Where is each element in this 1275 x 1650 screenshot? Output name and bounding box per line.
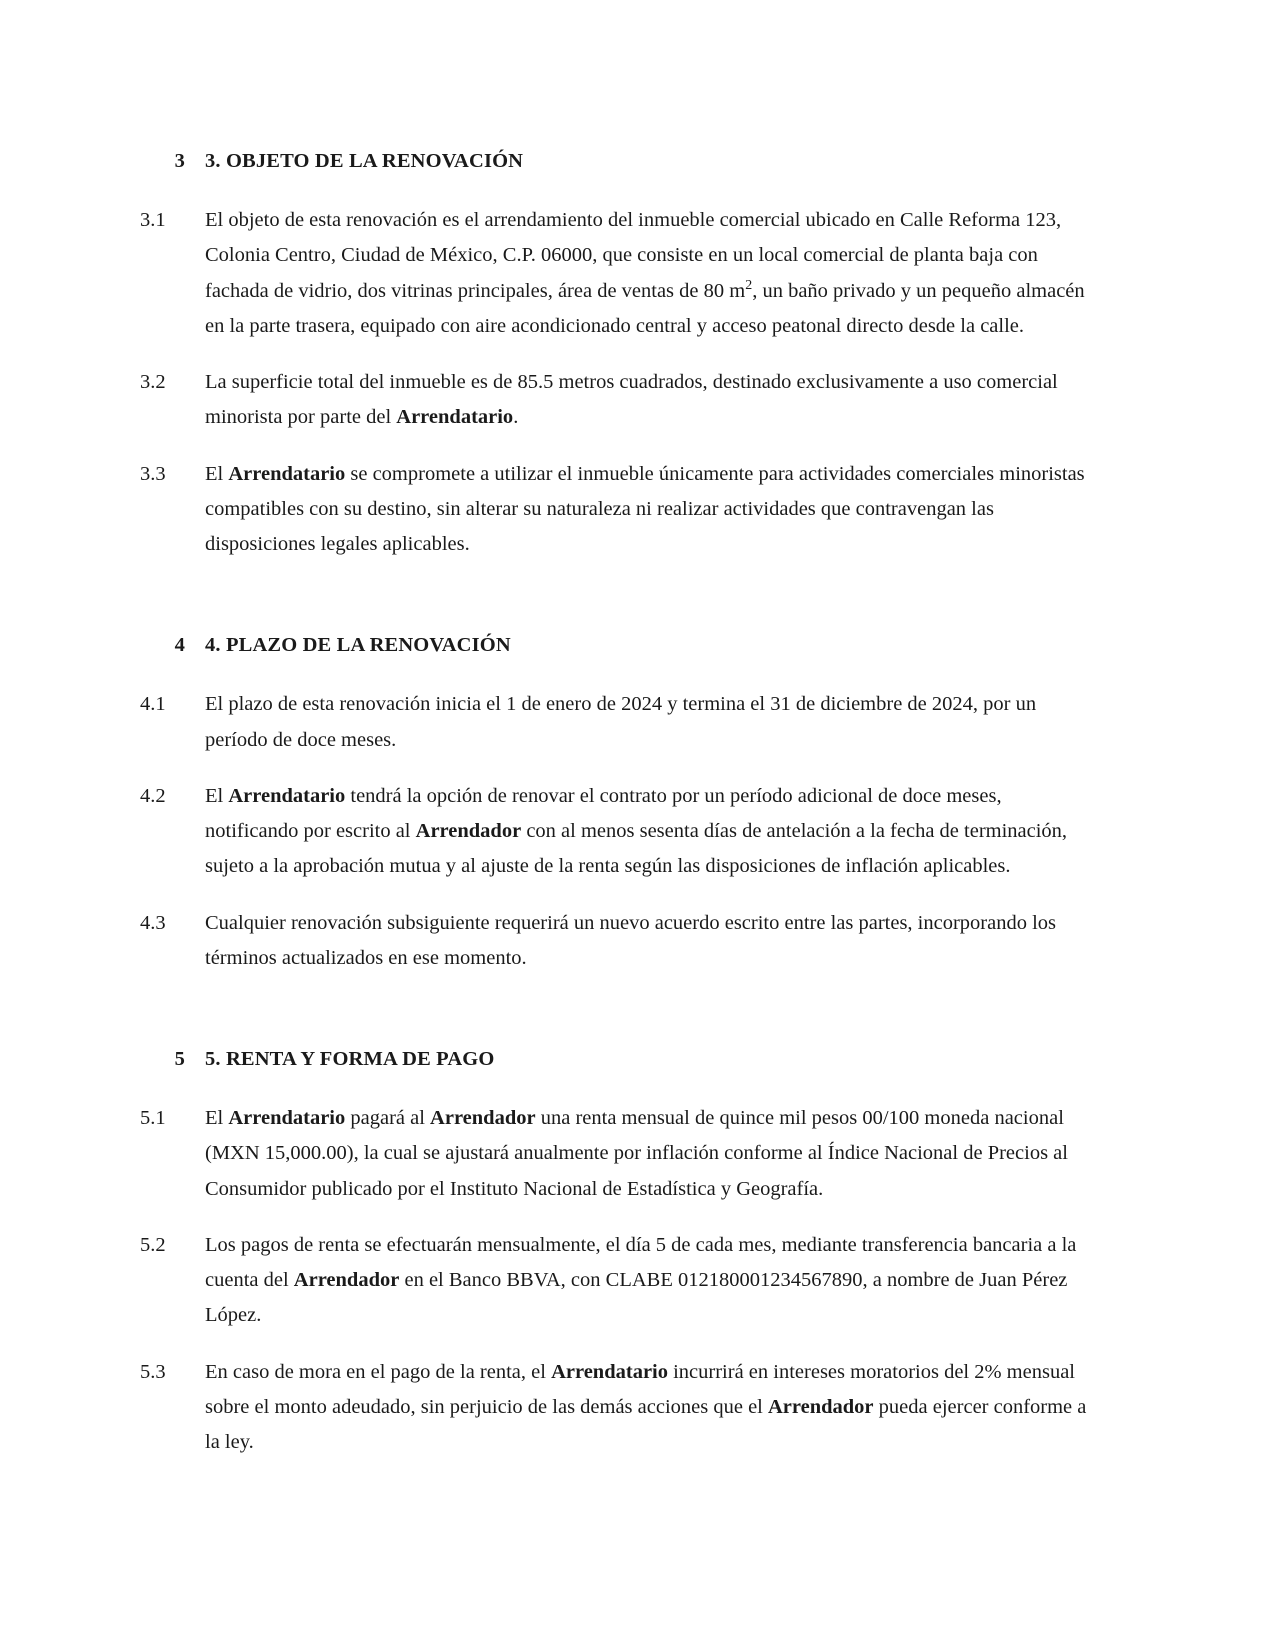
clause-text: Los pagos de renta se efectuarán mensualmente, el día 5 de cada mes, mediante transferencia bancaria a la cuenta del Arrendador en el Banco BBVA, con CLABE 012180001234567890, a nombre de Juan Pérez López.	[205, 1233, 1077, 1327]
clause-text: El objeto de esta renovación es el arrendamiento del inmueble comercial ubicado en Calle Reforma 123, Colonia Centro, Ciudad de México, C.P. 06000, que consiste en un local comercial de planta baja con fachada de vidrio, dos vitrinas principales, área de ventas de 80 $m^2$, un baño privado y un pequeño almacén en la parte trasera, equipado con aire acondicionado central y acceso peatonal directo desde la calle.	[205, 209, 1085, 337]
section-number: 3	[174, 150, 185, 172]
section-title: 4. PLAZO DE LA RENOVACIÓN	[205, 634, 511, 657]
section-heading	[140, 634, 1090, 657]
section-number: 4	[174, 634, 185, 657]
clause	[140, 779, 1090, 885]
clause	[140, 1228, 1090, 1334]
clause-number: 4.1	[140, 693, 166, 716]
clause-number: 4.3	[140, 911, 166, 934]
section-title: 5. RENTA Y FORMA DE PAGO	[205, 1048, 495, 1070]
sections-container	[140, 150, 1090, 1460]
document-section	[140, 150, 1090, 562]
document-section	[140, 634, 1090, 976]
clause	[140, 906, 1090, 977]
section-heading	[140, 1048, 1090, 1071]
clause-text: Cualquier renovación subsiguiente requerirá un nuevo acuerdo escrito entre las partes, incorporando los términos actualizados en ese momento.	[205, 911, 1057, 969]
clause	[140, 457, 1090, 563]
clause-text: El Arrendatario pagará al Arrendador una renta mensual de quince mil pesos 00/100 moneda nacional (MXN 15,000.00), la cual se ajustará anualmente por inflación conforme al Índice Nacional de Precios al Consumidor publicado por el Instituto Nacional de Estadística y Geografía.	[205, 1107, 1068, 1200]
clause-number: 4.2	[140, 784, 166, 807]
clause-text: La superficie total del inmueble es de 85.5 metros cuadrados, destinado exclusivamente a uso comercial minorista por parte del Arrendatario.	[205, 371, 1058, 429]
document-section	[140, 1048, 1090, 1460]
section-heading	[140, 150, 1090, 173]
clause-number: 3.2	[140, 371, 166, 393]
clause-number: 5.2	[140, 1233, 166, 1256]
clause-text: En caso de mora en el pago de la renta, el Arrendatario incurrirá en intereses moratorios del 2% mensual sobre el monto adeudado, sin perjuicio de las demás acciones que el Arrendador pueda ejercer conforme a la ley.	[205, 1360, 1087, 1453]
clause-number: 5.1	[140, 1107, 166, 1129]
clause-text: El plazo de esta renovación inicia el 1 de enero de 2024 y termina el 31 de diciembre de 2024, por un período de doce meses.	[205, 693, 1037, 751]
clause-text: El Arrendatario se compromete a utilizar el inmueble únicamente para actividades comerciales minoristas compatibles con su destino, sin alterar su naturaleza ni realizar actividades que contravengan las disposiciones legales aplicables.	[205, 462, 1085, 555]
clause-number: 3.1	[140, 209, 166, 231]
clause	[140, 687, 1090, 758]
section-title: 3. OBJETO DE LA RENOVACIÓN	[205, 150, 524, 172]
clause-number: 3.3	[140, 462, 166, 485]
clause	[140, 1355, 1090, 1461]
clause-number: 5.3	[140, 1360, 166, 1383]
clause	[140, 203, 1090, 344]
clause	[140, 1101, 1090, 1207]
clause	[140, 365, 1090, 436]
section-number: 5	[174, 1048, 185, 1070]
clause-text: El Arrendatario tendrá la opción de renovar el contrato por un período adicional de doce meses, notificando por escrito al Arrendador con al menos sesenta días de antelación a la fecha de terminación, sujeto a la aprobación mutua y al ajuste de la renta según las disposiciones de inflación aplicables.	[205, 784, 1068, 878]
